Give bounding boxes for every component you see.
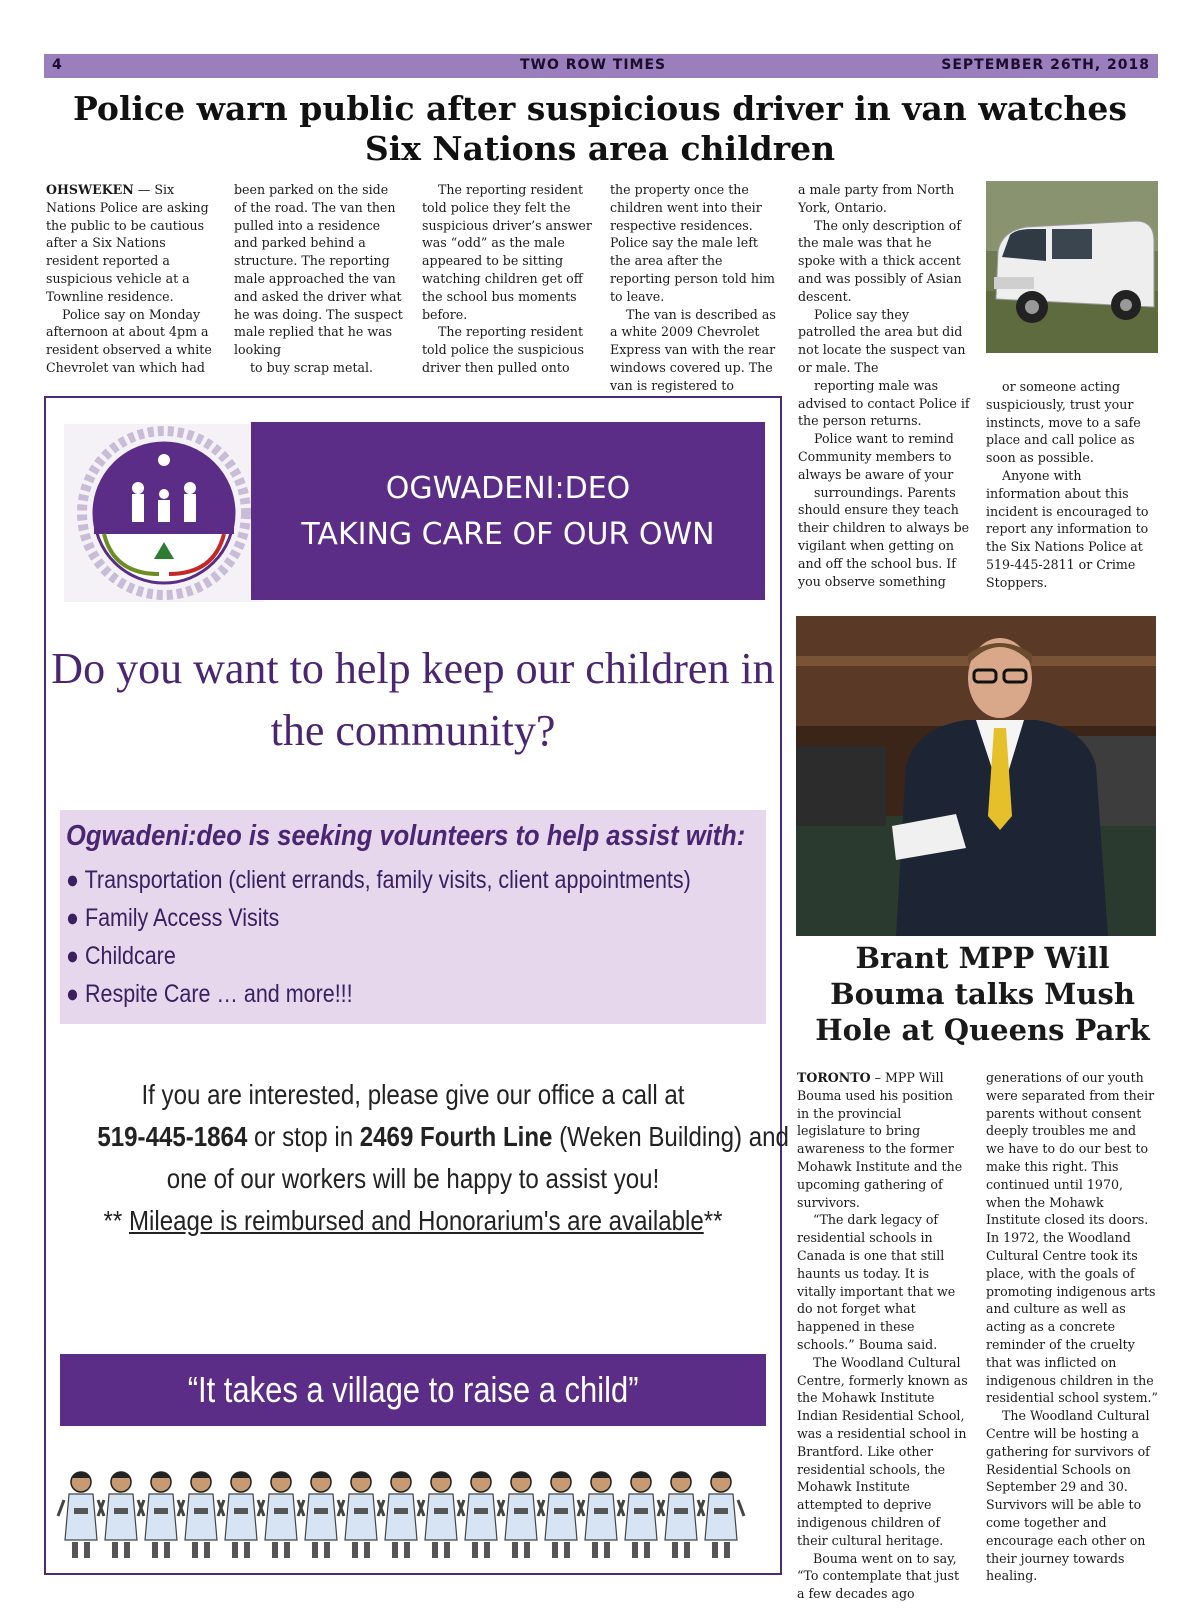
article1-headline-line1: Police warn public after suspicious driver in van watches [73, 89, 1127, 128]
article2-headline [790, 940, 1175, 1048]
article2-col1-p2: “The dark legacy of residential schools in Canada is one that still haunts us today. It is vitally important that we do not forget what happened in these schools.” Bouma said. [797, 1212, 956, 1352]
article1-col6-p1: or someone acting suspiciously, trust your instincts, move to a safe place and call police as soon as possible. [986, 379, 1141, 466]
village-quote-text: “It takes a village to raise a child” [187, 1369, 639, 1410]
page-header [44, 54, 1158, 78]
article1-col5-p6: surroundings. Parents should ensure they teach their children to always be vigilant when getting on and off the school bus. If you observe something [798, 484, 970, 589]
logo-emblem-icon [64, 424, 264, 602]
contact-line2 [97, 1116, 789, 1158]
volunteer-item: ● Family Access Visits [66, 904, 280, 932]
article1-col4-p2: The van is described as a white 2009 Chevrolet Express van with the rear windows covered up. The van is registered to [610, 306, 776, 393]
article1-col5-p3: Police say they patrolled the area but did not locate the suspect van or male. The [798, 306, 966, 375]
article1-col5-p5: Police want to remind Community members to always be aware of your [798, 431, 954, 482]
article2-col1-p3: The Woodland Cultural Centre, formerly known as the Mohawk Institute Indian Residential School, was a residential school in Brantford. Like other residential schools, the Mohawk Institute attempted to deprive indigenous children of their cultural heritage. [797, 1354, 968, 1548]
mileage-text: Mileage is reimbursed and Honorarium's are available [128, 1205, 704, 1236]
children-chain-icon [56, 1460, 768, 1564]
village-quote [60, 1354, 766, 1426]
article2-col2-p1: generations of our youth were separated from their parents without consent deeply troubles me and we have to do our best to make this right. This continued until 1970, when the Mohawk Institute closed its doors. In 1972, the Woodland Cultural Centre took its place, with the goals of promoting indigenous arts and culture as well as acting as a concrete reminder of the cruelty that was inflicted on indigenous children in the residential school system.” [986, 1070, 1158, 1406]
page-number: 4 [52, 57, 63, 73]
publication-name: TWO ROW TIMES [520, 57, 667, 73]
article1-col3-p1: The reporting resident told police they felt the suspicious driver’s answer was “odd” as the male appeared to be sitting watching children get off the school bus moments before. [422, 182, 592, 322]
article1-col1 [46, 181, 216, 377]
ad-question [46, 638, 780, 762]
question-line2: the community? [270, 706, 556, 755]
ogwadeni-deo-ad [44, 396, 789, 1575]
stars-right: ** [703, 1205, 723, 1236]
article1-col3 [422, 181, 592, 377]
article1-col2 [234, 181, 404, 377]
article1-col5-p1: a male party from North York, Ontario. [798, 182, 955, 215]
article2-col2 [986, 1069, 1158, 1585]
volunteer-item-text: Childcare [84, 942, 176, 970]
article1-col4 [610, 181, 782, 395]
article2-headline-line2: Bouma talks Mush [830, 977, 1135, 1011]
article1-col2-p1: been parked on the side of the road. The van then pulled into a residence and parked behind a structure. The reporting male approached the van and asked the driver what he was doing. The suspect male replied that he was looking [234, 182, 403, 358]
question-line1: Do you want to help keep our children in [51, 644, 775, 693]
article2-headline-line3: Hole at Queens Park [815, 1013, 1150, 1047]
contact-address: 2469 Fourth Line [359, 1121, 553, 1152]
article2-col1-p4: Bouma went on to say, “To contemplate that just a few decades ago [797, 1550, 960, 1602]
article1-headline [60, 89, 1140, 169]
article1-col4-p1: the property once the children went into their respective residences. Police say the male left the area after the reporting person told him to leave. [610, 182, 775, 304]
article1-col5-p4: reporting male was advised to contact Police if the person returns. [798, 377, 970, 429]
article1-col5 [798, 181, 970, 590]
volunteer-box [60, 810, 766, 1024]
article1-col2-p2: to buy scrap metal. [250, 359, 374, 375]
issue-date: SEPTEMBER 26TH, 2018 [941, 57, 1150, 73]
banner-line1: OGWADENI:DEO [385, 471, 631, 506]
contact-line3: one of our workers will be happy to assist you! [166, 1163, 660, 1194]
contact-line1: If you are interested, please give our office a call at [141, 1079, 685, 1110]
article2-col1 [797, 1069, 969, 1603]
contact-phone: 519-445-1864 [97, 1121, 248, 1152]
ad-contact [46, 1074, 789, 1242]
volunteer-item: ● Respite Care … and more!!! [66, 980, 353, 1008]
contact-end: (Weken Building) and [552, 1121, 789, 1152]
article2-dateline: TORONTO [797, 1070, 871, 1085]
article1-col5-p2: The only description of the male was that he spoke with a thick accent and was possibly of Asian descent. [798, 217, 962, 304]
article1-dateline: OHSWEKEN [46, 182, 134, 197]
volunteer-item-text: Transportation (client errands, family visits, client appointments) [84, 866, 691, 894]
van-illustration [986, 181, 1158, 353]
mpp-photo [796, 616, 1156, 936]
banner-line2: TAKING CARE OF OUR OWN [301, 517, 715, 552]
article1-col6-p2: Anyone with information about this incident is encouraged to report any information to the Six Nations Police at 519-445-2811 or Crime Stoppers. [986, 467, 1149, 590]
mpp-illustration [796, 616, 1156, 936]
article1-col1-p1: — Six Nations Police are asking the public to be cautious after a Six Nations resident reported a suspicious vehicle at a Townline residence. [46, 182, 209, 304]
volunteer-item: ● Transportation (client errands, family visits, client appointments) [66, 866, 691, 894]
article2-headline-line1: Brant MPP Will [855, 941, 1110, 975]
mileage-note [97, 1200, 728, 1242]
volunteer-item: ● Childcare [66, 942, 176, 970]
ogwadeni-deo-logo [64, 424, 264, 602]
stars-left: ** [103, 1205, 123, 1236]
contact-mid: or stop in [247, 1121, 360, 1152]
volunteer-item-text: Family Access Visits [84, 904, 280, 932]
article1-headline-line2: Six Nations area children [364, 129, 836, 168]
article2-col1-p1: – MPP Will Bouma used his position in the provincial legislature to bring awareness to the former Mohawk Institute and the upcoming gathering of survivors. [797, 1070, 963, 1210]
article2-col2-p2: The Woodland Cultural Centre will be hosting a gathering for survivors of Residential Schools on September 29 and 30. Survivors will be able to come together and encourage each other on their journey towards healing. [986, 1408, 1150, 1584]
article1-col1-p2: Police say on Monday afternoon at about 4pm a resident observed a white Chevrolet van which had [46, 306, 212, 375]
volunteer-item-text: Respite Care … and more!!! [84, 980, 353, 1008]
ad-banner [251, 422, 765, 600]
volunteer-title: Ogwadeni:deo is seeking volunteers to help assist with: [66, 820, 746, 852]
article1-col6 [986, 378, 1158, 592]
article1-col3-p2: The reporting resident told police the suspicious driver then pulled onto [422, 324, 584, 375]
van-photo [986, 181, 1158, 353]
